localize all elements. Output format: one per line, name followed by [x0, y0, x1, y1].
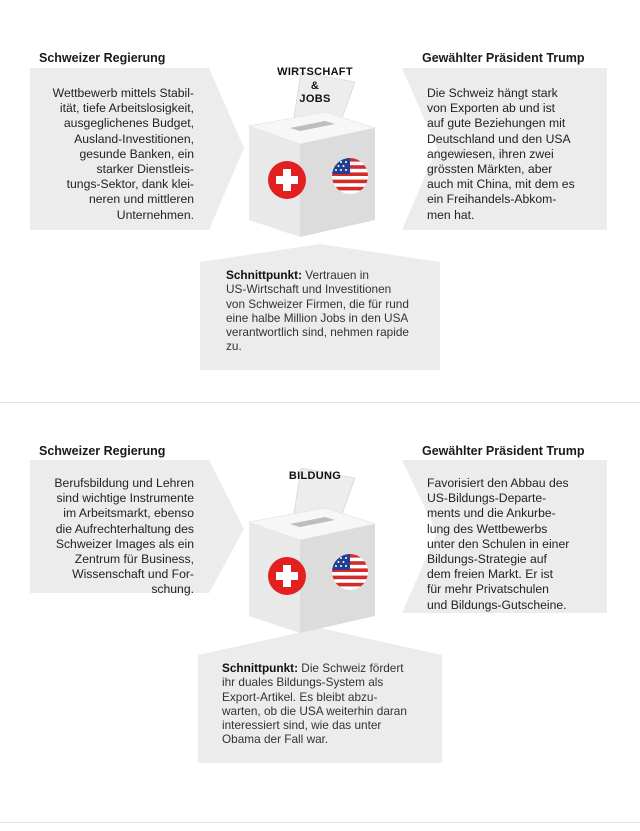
section-economy: [0, 0, 640, 400]
trump-heading: Gewählter Präsident Trump: [422, 51, 585, 65]
us-flag-icon: [332, 158, 368, 194]
topic-title: BILDUNG: [288, 470, 342, 482]
section-education: [0, 403, 640, 803]
intersection-label: Schnittpunkt:: [226, 268, 303, 282]
intersection-text: [226, 268, 440, 354]
swiss-flag-icon: [268, 161, 306, 199]
trump-text: Favorisiert den Abbau des US-Bildungs-Departe- ments und die Ankurbe- lung des Wettbewerbs unter den Schulen in einer Bildungs-Strategie auf dem freien Markt. Er ist für mehr Privatschulen und Bildungs-Gutscheine.: [427, 476, 570, 612]
section-divider: [0, 822, 640, 823]
swiss-government-text: Wettbewerb mittels Stabil- ität, tiefe Arbeitslosigkeit, ausgeglichenes Budget, Ausland-Investitionen, gesunde Banken, ein starker Dienstleis- tungs-Sektor, dank klei- neren und mittleren Unternehmen.: [52, 86, 194, 222]
intersection-body: Die Schweiz fördert ihr duales Bildungs-System als Export-Artikel. Es bleibt abzu- warten, ob die USA weiterhin daran interessiert sind, wie das unter Obama der Fall war.: [222, 661, 407, 747]
us-flag-icon: [332, 554, 368, 590]
swiss-flag-icon: [268, 557, 306, 595]
trump-text: Die Schweiz hängt stark von Exporten ab und ist auf gute Beziehungen mit Deutschland und den USA angewiesen, ihren zwei grössten Märkten, aber auch mit China, mit dem es ein Freihandels-Abkom- men hat.: [427, 86, 575, 222]
trump-heading: Gewählter Präsident Trump: [422, 444, 585, 458]
swiss-government-heading: Schweizer Regierung: [39, 51, 166, 65]
topic-title: WIRTSCHAFT & JOBS: [277, 66, 353, 105]
swiss-government-text: Berufsbildung und Lehren sind wichtige Instrumente im Arbeitsmarkt, ebenso die Aufrechterhaltung des Schweizer Images als ein Zentrum für Business, Wissenschaft und For- schung.: [54, 476, 194, 597]
intersection-body: Vertrauen in US-Wirtschaft und Investitionen von Schweizer Firmen, die für rund eine halbe Million Jobs in den USA verantwortlich sind, nehmen rapide zu.: [226, 268, 409, 354]
intersection-label: Schnittpunkt:: [222, 661, 299, 675]
swiss-government-heading: Schweizer Regierung: [39, 444, 166, 458]
intersection-text: [222, 661, 432, 747]
ballot-box: [245, 468, 385, 633]
